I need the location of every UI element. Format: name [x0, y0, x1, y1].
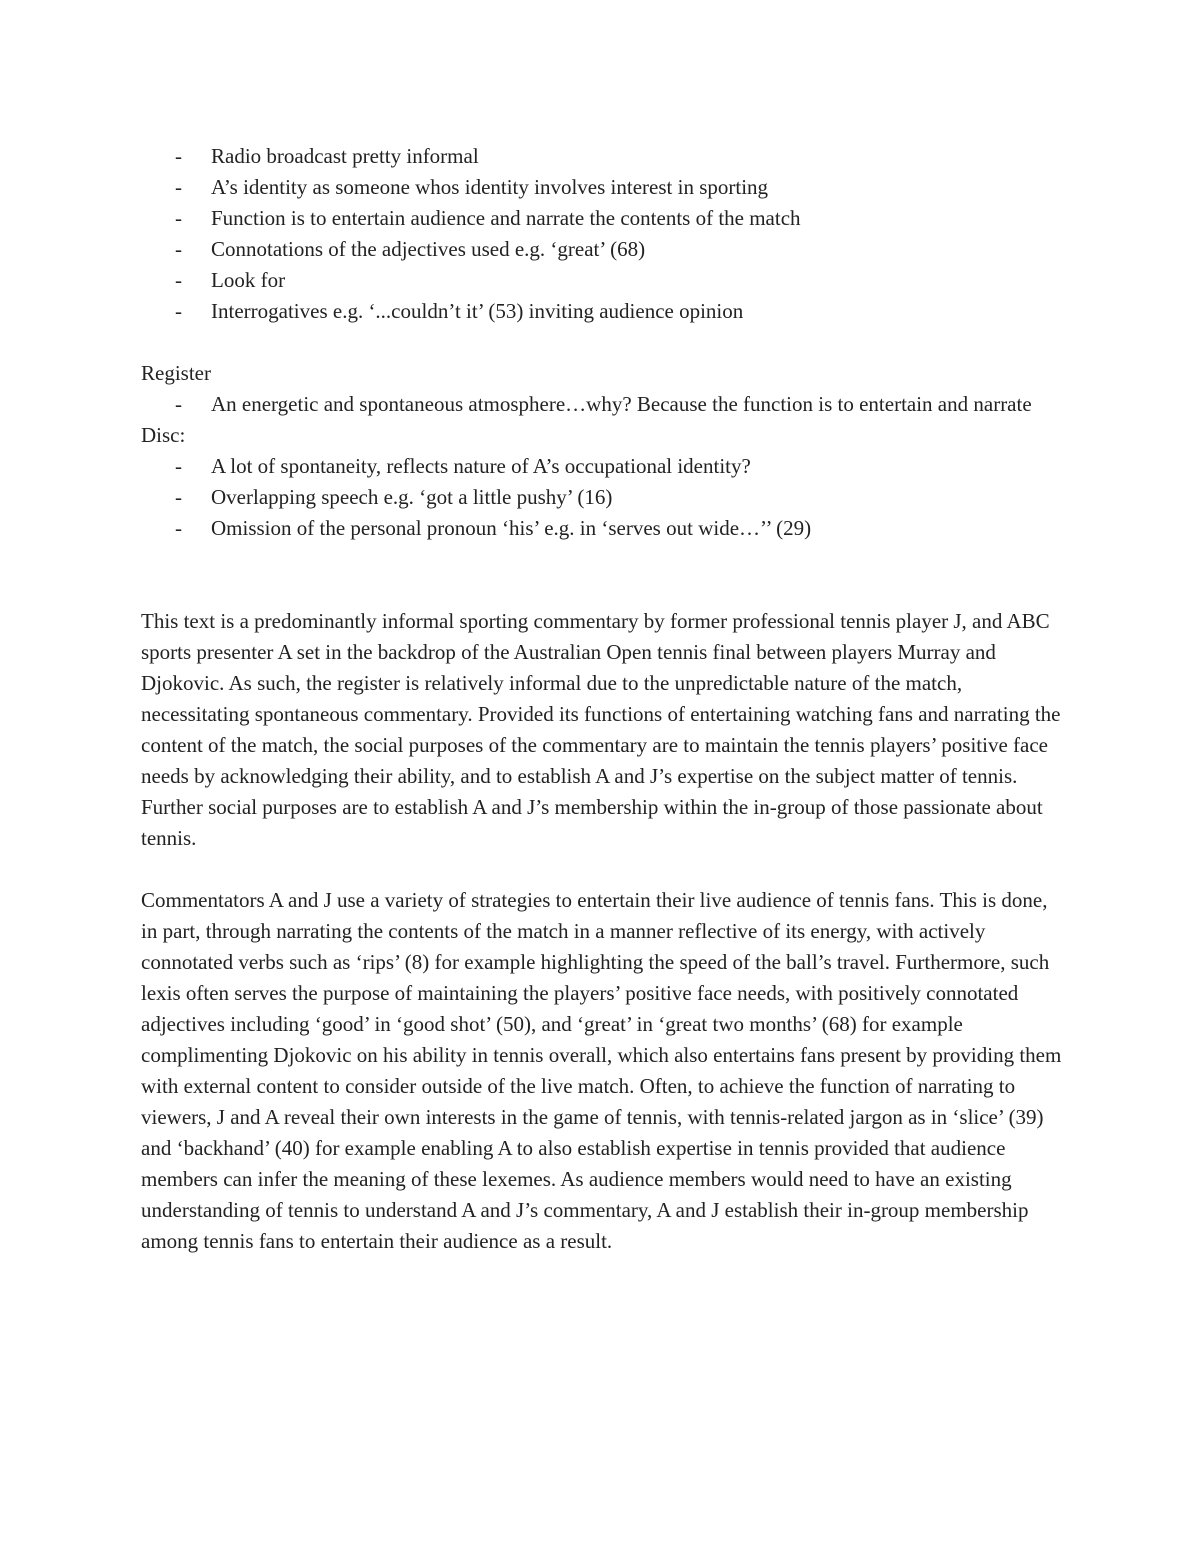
- disc-heading: Disc:: [141, 423, 186, 447]
- bullet-dash: -: [175, 485, 182, 509]
- list-item-text: Overlapping speech e.g. ‘got a little pushy’ (16): [211, 485, 613, 509]
- list-item: [141, 389, 1066, 420]
- list-item: [141, 203, 1066, 234]
- blank-line: [141, 854, 1066, 885]
- list-item-text: Function is to entertain audience and narrate the contents of the match: [211, 206, 801, 230]
- bullet-dash: -: [175, 144, 182, 168]
- bullet-dash: -: [175, 454, 182, 478]
- essay-paragraph-intro: This text is a predominantly informal sporting commentary by former professional tennis player J, and ABC sports presenter A set in the backdrop of the Australian Open tennis final between players Murray and Djokovic. As such, the register is relatively informal due to the unpredictable nature of the match, necessitating spontaneous commentary. Provided its functions of entertaining watching fans and narrating the content of the match, the social purposes of the commentary are to maintain the tennis players’ positive face needs by acknowledging their ability, and to establish A and J’s expertise on the subject matter of tennis. Further social purposes are to establish A and J’s membership within the in-group of those passionate about tennis.: [141, 609, 1061, 850]
- bullet-dash: -: [175, 299, 182, 323]
- list-item-text: Connotations of the adjectives used e.g. ‘great’ (68): [211, 237, 646, 261]
- blank-line: [141, 327, 1066, 358]
- list-item-text: A’s identity as someone whos identity involves interest in sporting: [211, 175, 769, 199]
- list-item: [141, 141, 1066, 172]
- disc-bullet-list: [141, 451, 1066, 544]
- register-bullet-list: [141, 389, 1066, 420]
- intro-bullet-list: [141, 141, 1066, 327]
- list-item-text: An energetic and spontaneous atmosphere…why? Because the function is to entertain and narrate: [211, 392, 1032, 416]
- list-item-text: Omission of the personal pronoun ‘his’ e.g. in ‘serves out wide…’’ (29): [211, 516, 812, 540]
- document-body: [141, 141, 1066, 1257]
- list-item: [141, 172, 1066, 203]
- list-item-text: A lot of spontaneity, reflects nature of A’s occupational identity?: [211, 454, 751, 478]
- register-heading: Register: [141, 361, 211, 385]
- list-item: [141, 451, 1066, 482]
- bullet-dash: -: [175, 392, 182, 416]
- list-item-text: Interrogatives e.g. ‘...couldn’t it’ (53) inviting audience opinion: [211, 299, 744, 323]
- bullet-dash: -: [175, 175, 182, 199]
- bullet-dash: -: [175, 268, 182, 292]
- blank-lines: [141, 544, 1066, 606]
- bullet-dash: -: [175, 516, 182, 540]
- list-item: [141, 234, 1066, 265]
- bullet-dash: -: [175, 237, 182, 261]
- list-item: [141, 265, 1066, 296]
- list-item-text: Look for: [211, 268, 286, 292]
- list-item: [141, 513, 1066, 544]
- list-item-text: Radio broadcast pretty informal: [211, 144, 479, 168]
- essay-paragraph-body: Commentators A and J use a variety of strategies to entertain their live audience of tennis fans. This is done, in part, through narrating the contents of the match in a manner reflective of its energy, with actively connotated verbs such as ‘rips’ (8) for example highlighting the speed of the ball’s travel. Furthermore, such lexis often serves the purpose of maintaining the players’ positive face needs, with positively connotated adjectives including ‘good’ in ‘good shot’ (50), and ‘great’ in ‘great two months’ (68) for example complimenting Djokovic on his ability in tennis overall, which also entertains fans present by providing them with external content to consider outside of the live match. Often, to achieve the function of narrating to viewers, J and A reveal their own interests in the game of tennis, with tennis-related jargon as in ‘slice’ (39) and ‘backhand’ (40) for example enabling A to also establish expertise in tennis provided that audience members can infer the meaning of these lexemes. As audience members would need to have an existing understanding of tennis to understand A and J’s commentary, A and J establish their in-group membership among tennis fans to entertain their audience as a result.: [141, 888, 1062, 1253]
- list-item: [141, 296, 1066, 327]
- list-item: [141, 482, 1066, 513]
- bullet-dash: -: [175, 206, 182, 230]
